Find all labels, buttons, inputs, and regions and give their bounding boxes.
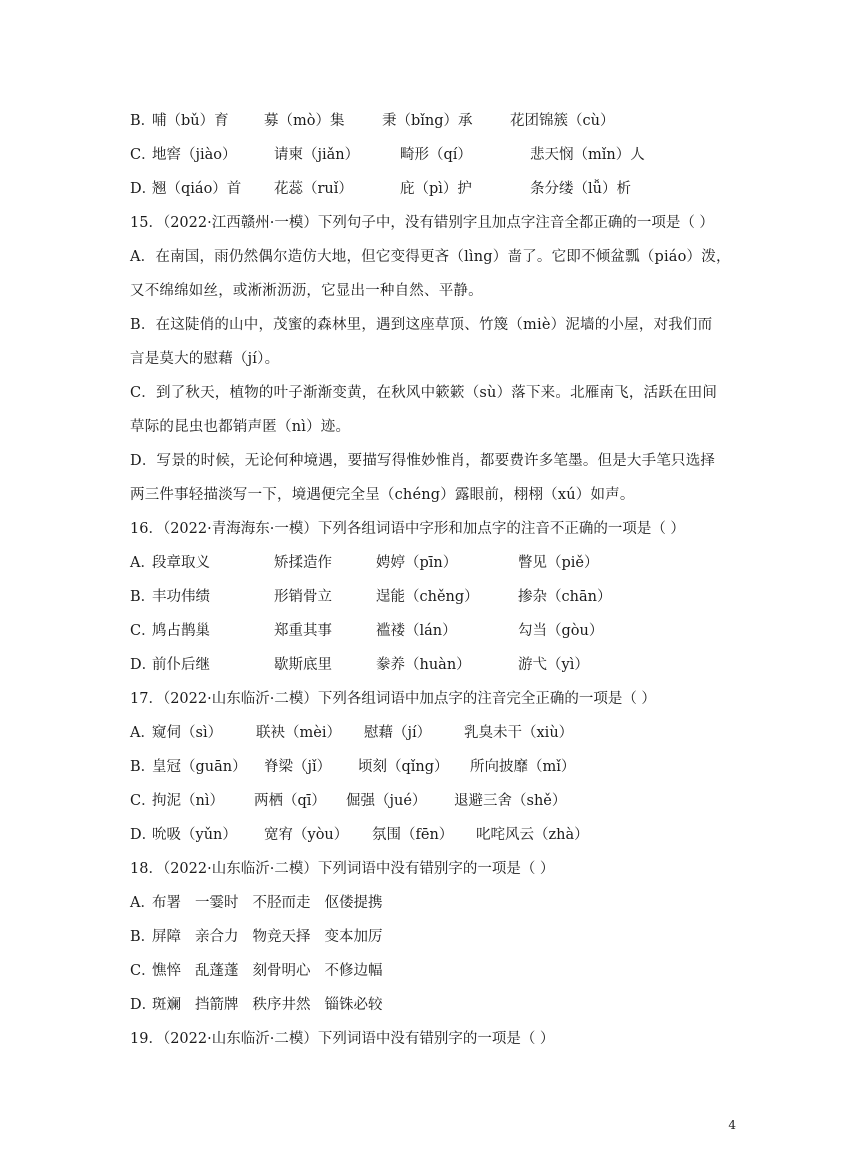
option-item: 花团锦簇（cù） [510,113,615,129]
option-item: 退避三舍（shě） [454,793,567,809]
option-item: 翘（qiáo）首 [152,181,242,197]
option-label: D． [130,997,157,1013]
q18-option-d [130,988,742,1022]
option-item: 豢养（huàn） [376,657,471,673]
option-item: 皇冠（guān） [152,759,247,775]
option-item: 地窖（jiào） [152,147,237,163]
option-label: D． [130,657,157,673]
option-item: 窥伺（sì） [152,725,223,741]
option-item: 斑斓 [152,997,181,1013]
question-stem: 19．（2022·山东临沂·二模）下列词语中没有错别字的一项是（ ） [130,1031,555,1047]
option-label: B． [130,929,156,945]
option-label: C． [130,623,156,639]
option-item: 瞥见（piě） [518,555,599,571]
option-item: 乱蓬蓬 [195,963,239,979]
option-label: C． [130,147,156,163]
option-label: B． [130,589,156,605]
option-item: 宽宥（yòu） [264,827,349,843]
option-item: 氛围（fēn） [372,827,454,843]
option-item: 郑重其事 [274,623,332,639]
option-item: 倔强（jué） [346,793,427,809]
option-label: C． [130,963,156,979]
question-18 [130,852,742,1022]
q15-option-a: A．在南国，雨仍然偶尔造仿大地，但它变得更吝（lìng）啬了。它即不倾盆瓢（piáo）泼， 又不绵绵如丝，或淅淅沥沥，它显出一种自然、平静。 [130,249,731,299]
q17-option-c [130,784,742,818]
option-item: 段章取义 [152,555,210,571]
option-item: 联袂（mèi） [256,725,341,741]
option-item: 娉婷（pīn） [376,555,458,571]
option-item: 矫揉造作 [274,555,332,571]
question-19 [130,1022,742,1056]
option-item: 花蕊（ruǐ） [274,181,353,197]
option-item: 脊梁（jǐ） [264,759,332,775]
option-item: 逞能（chěng） [376,589,479,605]
option-item: 挡箭牌 [195,997,239,1013]
q15-option-c: C．到了秋天，植物的叶子渐渐变黄，在秋风中簌簌（sù）落下来。北雁南飞，活跃在田间 草际的昆虫也都销声匿（nì）迹。 [130,385,718,435]
option-item: 哺（bǔ）育 [152,113,229,129]
option-item: 褴褛（lán） [376,623,457,639]
q18-option-a [130,886,742,920]
option-item: 不修边幅 [324,963,383,979]
option-label: B． [130,113,156,129]
option-item: 歇斯底里 [274,657,332,673]
option-item: 叱咤风云（zhà） [476,827,589,843]
option-item: 秉（bǐng）承 [382,113,473,129]
q15-option-d: D．写景的时候，无论何种境遇，要描写得惟妙惟肖，都要费许多笔墨。但是大手笔只选择 两三件事轻描淡写一下，境遇便完全呈（chéng）露眼前，栩栩（xú）如声。 [130,453,716,503]
option-item: 屏障 [152,929,181,945]
option-item: 募（mò）集 [264,113,345,129]
option-item: 一霎时 [195,895,239,911]
question-stem: 15．（2022·江西赣州·一模）下列句子中，没有错别字且加点字注音全都正确的一项是（ ） [130,215,714,231]
option-item: 所向披靡（mǐ） [470,759,576,775]
option-label: D． [130,827,157,843]
q15-option-b: B．在这陡俏的山中，茂蜜的森林里，遇到这座草顶、竹篾（miè）泥墙的小屋，对我们而 言是莫大的慰藉（jí）。 [130,317,713,367]
q14-options [130,104,742,206]
option-item: 前仆后继 [152,657,210,673]
q18-option-c [130,954,742,988]
option-item: 拘泥（nì） [152,793,224,809]
option-item: 勾当（gòu） [518,623,604,639]
option-item: 畸形（qí） [400,147,472,163]
option-item: 顷刻（qǐng） [358,759,449,775]
option-item: 变本加厉 [324,929,383,945]
option-item: 物竞天择 [252,929,311,945]
option-item: 请柬（jiǎn） [274,147,360,163]
option-label: A． [130,555,155,571]
option-item: 乳臭未干（xiù） [464,725,574,741]
option-item: 刻骨明心 [252,963,311,979]
option-item: 伛偻提携 [324,895,383,911]
option-item: 亲合力 [195,929,239,945]
question-stem: 16．（2022·青海海东·一模）下列各组词语中字形和加点字的注音不正确的一项是（ ） [130,521,685,537]
option-item: 两栖（qī） [254,793,326,809]
option-item: 游弋（yì） [518,657,589,673]
option-item: 庇（pì）护 [400,181,472,197]
option-item: 鸠占鹊巢 [152,623,210,639]
q14-option-c [130,138,742,172]
q14-option-b [130,104,742,138]
question-15 [130,206,742,512]
option-item: 丰功伟绩 [152,589,210,605]
q16-option-d [130,648,742,682]
q17-option-d [130,818,742,852]
q14-option-d [130,172,742,206]
page-content [130,104,742,1056]
option-item: 悲天悯（mǐn）人 [530,147,645,163]
option-item: 布署 [152,895,181,911]
question-17 [130,682,742,852]
question-stem: 17．（2022·山东临沂·二模）下列各组词语中加点字的注音完全正确的一项是（ ） [130,691,656,707]
option-item: 秩序井然 [252,997,311,1013]
question-stem: 18．（2022·山东临沂·二模）下列词语中没有错别字的一项是（ ） [130,861,555,877]
option-item: 条分缕（lǚ）析 [530,181,631,197]
q16-option-b [130,580,742,614]
option-item: 锱铢必较 [324,997,383,1013]
option-item: 不胫而走 [252,895,311,911]
option-label: A． [130,725,155,741]
page-number: 4 [728,1118,736,1132]
option-item: 形销骨立 [274,589,332,605]
option-label: B． [130,759,156,775]
q17-option-b [130,750,742,784]
q16-option-a [130,546,742,580]
question-16 [130,512,742,682]
option-label: D． [130,181,157,197]
option-item: 慰藉（jí） [364,725,432,741]
q16-option-c [130,614,742,648]
option-item: 掺杂（chān） [518,589,612,605]
q18-option-b [130,920,742,954]
option-item: 吮吸（yǔn） [152,827,237,843]
q17-option-a [130,716,742,750]
option-label: C． [130,793,156,809]
option-item: 憔悴 [152,963,181,979]
option-label: A． [130,895,155,911]
